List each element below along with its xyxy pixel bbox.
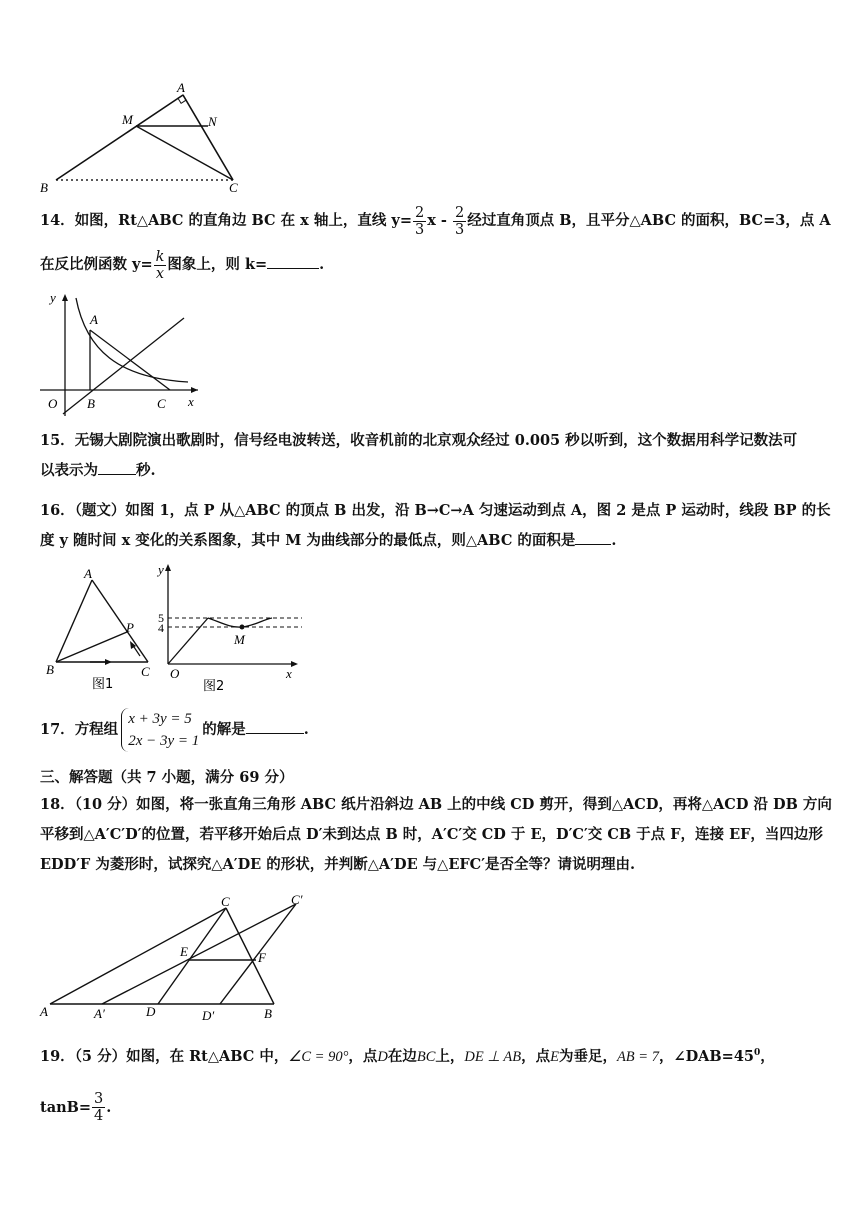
math-de-perp-ab: DE ⊥ AB bbox=[464, 1048, 522, 1065]
caption-figure-1: 图1 bbox=[92, 677, 114, 692]
section-heading: 三、解答题（共 7 小题，满分 69 分） bbox=[40, 769, 294, 786]
question-18 bbox=[40, 790, 830, 880]
math-bc: BC bbox=[416, 1048, 436, 1065]
answer-blank[interactable] bbox=[267, 250, 319, 269]
label-B: B bbox=[264, 1006, 272, 1021]
label-A: A bbox=[40, 1004, 48, 1019]
q19-text-2: ，点 bbox=[348, 1047, 378, 1065]
caption-figure-2: 图2 bbox=[203, 679, 225, 694]
figure-q13-triangle bbox=[36, 80, 256, 195]
q17-end: . bbox=[303, 721, 309, 738]
label-M: M bbox=[234, 632, 245, 647]
label-four: 4 bbox=[158, 621, 164, 635]
question-14 bbox=[40, 204, 830, 282]
question-number: 14． bbox=[40, 212, 75, 229]
math-angle-c: ∠C = 90° bbox=[288, 1048, 349, 1065]
question-19 bbox=[40, 1038, 830, 1126]
label-C: C bbox=[141, 664, 150, 679]
label-B: B bbox=[87, 396, 95, 411]
q18-line-2: 平移到△A′C′D′的位置，若平移开始后点 D′未到达点 B 时，A′C′交 CD 于 E，D′C′交 CB 于点 F，连接 EF，当四边形 bbox=[40, 826, 823, 843]
q17-suffix: 的解是 bbox=[202, 721, 246, 738]
q14-text-6: . bbox=[319, 256, 325, 273]
equation-system bbox=[121, 708, 199, 752]
q19-text-6: 为垂足， bbox=[558, 1047, 617, 1065]
q19-text-7: ，∠DAB=45 bbox=[658, 1047, 755, 1065]
q14-text-5: 图象上，则 k= bbox=[167, 256, 268, 273]
figure-q14-graph bbox=[38, 290, 208, 420]
math-ab-7: AB = 7 bbox=[616, 1048, 659, 1065]
label-A: A bbox=[177, 80, 185, 95]
q19-text-1: （5 分）如图，在 Rt△ABC 中， bbox=[74, 1047, 289, 1065]
q14-text-4: 在反比例函数 y= bbox=[40, 256, 153, 273]
q14-text-1: 如图，Rt△ABC 的直角边 BC 在 x 轴上，直线 y= bbox=[74, 212, 412, 229]
label-P: P bbox=[126, 620, 134, 635]
q19-text-5: ，点 bbox=[521, 1047, 551, 1065]
q14-text-3: 经过直角顶点 B，且平分△ABC 的面积，BC=3，点 A bbox=[467, 212, 831, 229]
q16-line-2b: . bbox=[611, 532, 617, 549]
figure-q18 bbox=[38, 892, 338, 1024]
label-O: O bbox=[48, 396, 58, 411]
q16-line-2a: 度 y 随时间 x 变化的关系图象，其中 M 为曲线部分的最低点，则△ABC 的面积是 bbox=[40, 532, 576, 549]
label-C: C bbox=[221, 894, 230, 909]
question-number: 15． bbox=[40, 432, 75, 449]
q19-text-9: tanB= bbox=[40, 1098, 92, 1116]
label-y: y bbox=[158, 562, 164, 577]
q15-line-2b: 秒. bbox=[136, 462, 156, 479]
figure-q16 bbox=[40, 560, 310, 698]
q18-line-1: （10 分）如图，将一张直角三角形 ABC 纸片沿斜边 AB 上的中线 CD 剪开，得到△ACD，再将△ACD 沿 DB 方向 bbox=[74, 796, 832, 813]
label-C: C bbox=[229, 180, 238, 195]
q19-text-8: ， bbox=[760, 1047, 775, 1065]
label-D-prime: D′ bbox=[202, 1008, 215, 1023]
fraction-k-over-x: $\frac{k}{x}$ bbox=[155, 248, 165, 282]
fraction-two-thirds-2: $\frac{2}{3}$ bbox=[454, 204, 465, 238]
question-number: 18． bbox=[40, 796, 75, 813]
label-F: F bbox=[258, 950, 266, 965]
label-C-prime: C′ bbox=[291, 892, 303, 907]
question-15 bbox=[40, 426, 830, 486]
q17-prefix: 方程组 bbox=[74, 721, 119, 738]
label-D: D bbox=[146, 1004, 156, 1019]
answer-blank[interactable] bbox=[575, 526, 611, 545]
q16-line-1: （题文）如图 1，点 P 从△ABC 的顶点 B 出发，沿 B→C→A 匀速运动到点 A，图 2 是点 P 运动时，线段 BP 的长 bbox=[74, 502, 831, 519]
label-M: M bbox=[122, 112, 133, 127]
label-x: x bbox=[188, 394, 194, 409]
fraction-three-quarters: $\frac{3}{4}$ bbox=[94, 1091, 104, 1125]
q18-line-3: EDD′F 为菱形时，试探究△A′DE 的形状，并判断△A′DE 与△EFC′是否全等？请说明理由. bbox=[40, 856, 636, 873]
label-B: B bbox=[46, 662, 54, 677]
q14-text-2: x - bbox=[427, 212, 452, 229]
equation-2: 2x − 3y = 1 bbox=[128, 733, 200, 749]
question-17 bbox=[40, 706, 830, 754]
math-d: D bbox=[377, 1048, 388, 1065]
label-A: A bbox=[90, 312, 98, 327]
label-x: x bbox=[286, 666, 292, 681]
question-number: 16． bbox=[40, 502, 75, 519]
equation-1: x + 3y = 5 bbox=[128, 711, 192, 727]
label-A: A bbox=[84, 566, 92, 581]
fraction-two-thirds: $\frac{2}{3}$ bbox=[414, 204, 425, 238]
question-number: 19． bbox=[40, 1047, 75, 1065]
label-O: O bbox=[170, 666, 180, 681]
math-e: E bbox=[550, 1048, 559, 1065]
label-C: C bbox=[157, 396, 166, 411]
label-five: 5 bbox=[158, 611, 164, 625]
question-number: 17． bbox=[40, 721, 75, 738]
label-N: N bbox=[208, 114, 217, 129]
label-A-prime: A′ bbox=[94, 1006, 105, 1021]
q15-line-1: 无锡大剧院演出歌剧时，信号经电波转送，收音机前的北京观众经过 0.005 秒以听到，这个数据用科学记数法可 bbox=[74, 432, 798, 449]
superscript-degree: 0 bbox=[754, 1048, 761, 1058]
label-B: B bbox=[40, 180, 48, 195]
q19-text-10: . bbox=[106, 1098, 112, 1116]
answer-blank[interactable] bbox=[246, 715, 304, 734]
answer-blank[interactable] bbox=[98, 456, 136, 475]
q19-text-4: 上， bbox=[435, 1047, 465, 1065]
q15-line-2a: 以表示为 bbox=[40, 462, 98, 479]
question-16 bbox=[40, 496, 830, 556]
q19-text-3: 在边 bbox=[387, 1047, 417, 1065]
label-E: E bbox=[180, 944, 188, 959]
label-y: y bbox=[50, 290, 56, 305]
